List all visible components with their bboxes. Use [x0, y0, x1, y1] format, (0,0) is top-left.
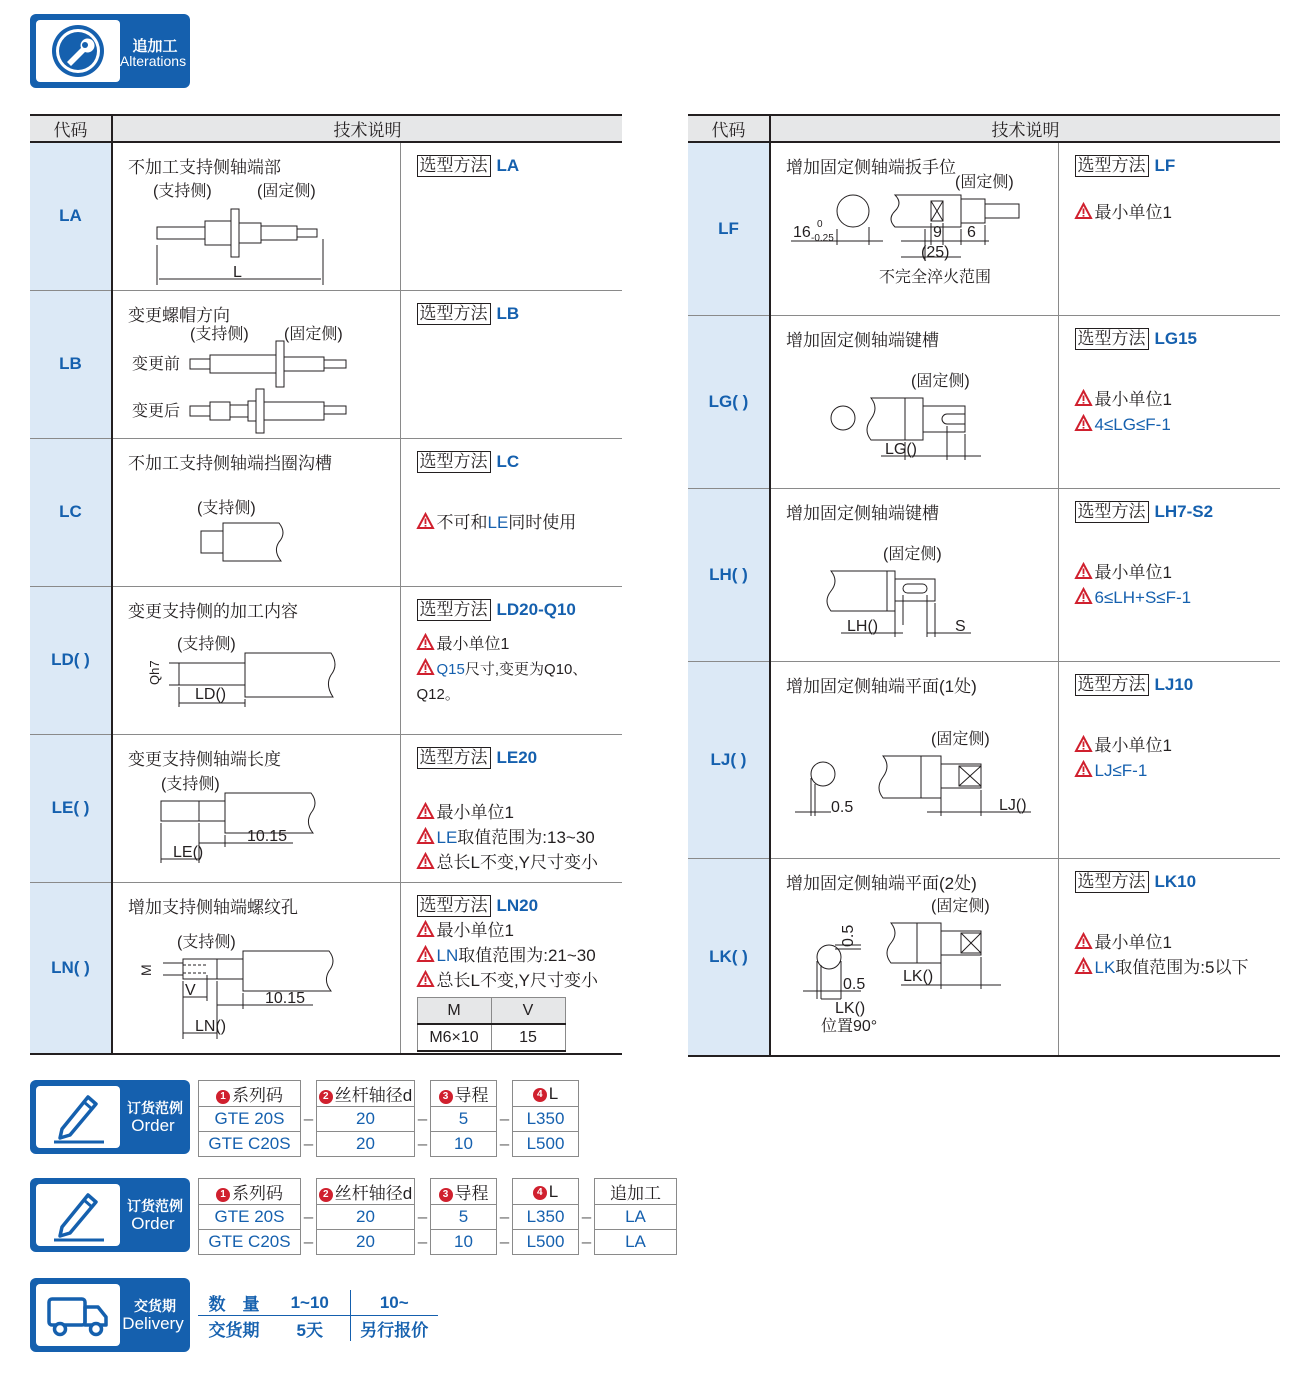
note-line: 6≤LH+S≤F-1: [1075, 585, 1281, 610]
pencil-icon: [36, 1184, 120, 1246]
order-title: 订货范例: [127, 1100, 183, 1116]
desc-cell: [112, 438, 400, 586]
svg-text:10.15: 10.15: [247, 827, 288, 845]
table-row: [688, 488, 1280, 661]
desc-cell: [112, 142, 400, 290]
svg-text:LD(): LD(): [195, 685, 227, 703]
select-cell: 选型方法 LA: [400, 142, 622, 290]
svg-text:(支持侧): (支持侧): [190, 325, 249, 343]
row-title: 增加固定侧轴端平面(1处): [786, 676, 977, 696]
svg-text:S: S: [955, 617, 966, 635]
desc-header: 技术说明: [112, 115, 622, 142]
table-row: [30, 142, 622, 290]
ln-mv-table: M V M6×10 15: [417, 997, 566, 1052]
table-row: GTE C20S – 20 – 10 – L500: [199, 1132, 579, 1157]
note-line: LE取值范围为:13~30: [417, 825, 623, 850]
order-subtitle: Order: [131, 1214, 175, 1233]
row-title: 变更支持侧轴端长度: [128, 749, 281, 769]
ln-diagram: [138, 929, 393, 1049]
order-example-table-alteration: 1 系列码 2 丝杆轴径d 3 导程 4 L 追加工 GTE 20S – 20 – 5 – L350 – LA GTE C20S – 20 – 10 – L500 – LA: [198, 1178, 677, 1255]
svg-text:(固定侧): (固定侧): [257, 183, 316, 200]
select-cell: 选型方法 LG15 最小单位1 4≤LG≤F-1: [1058, 315, 1280, 488]
svg-text:0.5: 0.5: [840, 924, 857, 947]
row-title: 增加固定侧轴端扳手位: [786, 158, 956, 177]
row-title: 变更螺帽方向: [128, 305, 230, 325]
svg-text:(固定侧): (固定侧): [931, 730, 990, 748]
row-title: 增加固定侧轴端键槽: [786, 330, 939, 350]
svg-text:0: 0: [817, 219, 823, 230]
order-badge: [30, 1178, 190, 1252]
svg-text:(固定侧): (固定侧): [911, 372, 970, 390]
svg-text:LH(): LH(): [847, 617, 879, 635]
note-line: 最小单位1: [1075, 387, 1281, 412]
svg-text:Qh7: Qh7: [147, 659, 162, 685]
note-line: LN取值范围为:21~30: [417, 943, 623, 968]
lc-diagram: [193, 493, 333, 573]
svg-text:LJ(): LJ(): [999, 796, 1027, 814]
pencil-icon: [36, 1086, 120, 1148]
desc-cell: [112, 734, 400, 882]
table-row: GTE 20S – 20 – 5 – L350: [199, 1107, 579, 1132]
ld-diagram: [147, 631, 393, 731]
truck-icon: [36, 1284, 120, 1346]
table-row: [688, 661, 1280, 858]
code-cell: LA: [30, 142, 112, 290]
svg-text:LG(): LG(): [885, 440, 917, 458]
desc-cell: [770, 858, 1058, 1056]
row-title: 不加工支持侧轴端挡圈沟槽: [128, 453, 332, 473]
code-cell: LN( ): [30, 882, 112, 1054]
le-diagram: [153, 771, 393, 879]
wrench-icon: [36, 20, 120, 82]
desc-cell: [770, 315, 1058, 488]
lb-diagram: [128, 321, 398, 436]
row-title: 增加支持侧轴端螺纹孔: [128, 897, 298, 917]
note-line: 最小单位1: [1075, 560, 1281, 585]
row-title: 增加固定侧轴端平面(2处): [786, 873, 977, 893]
right-spec-table: [688, 114, 1280, 1057]
note-line: 最小单位1: [1075, 200, 1281, 225]
select-cell: 选型方法 LB: [400, 290, 622, 438]
note-line: 不可和LE同时使用: [417, 510, 623, 535]
row-title: 变更支持侧的加工内容: [128, 601, 298, 621]
select-cell: 选型方法 LH7-S2 最小单位1 6≤LH+S≤F-1: [1058, 488, 1280, 661]
svg-text:(固定侧): (固定侧): [284, 325, 343, 343]
code-cell: LK( ): [688, 858, 770, 1056]
table-row: [30, 882, 622, 1054]
select-cell: 选型方法 LC 不可和LE同时使用: [400, 438, 622, 586]
note-line: LJ≤F-1: [1075, 758, 1281, 783]
delivery-table: 数 量 1~10 10~ 交货期 5天 另行报价: [198, 1290, 438, 1341]
note-line: 总长L不变,Y尺寸变小: [417, 968, 623, 993]
desc-cell: [770, 661, 1058, 858]
note-line: 4≤LG≤F-1: [1075, 412, 1281, 437]
lh-diagram: [811, 541, 1051, 651]
table-row: GTE C20S – 20 – 10 – L500 – LA: [199, 1230, 677, 1255]
svg-text:9: 9: [933, 224, 942, 241]
select-cell: 选型方法 LJ10 最小单位1 LJ≤F-1: [1058, 661, 1280, 858]
svg-text:LK(): LK(): [835, 999, 866, 1017]
order-title: 订货范例: [127, 1198, 183, 1214]
code-header: 代码: [688, 115, 770, 142]
svg-text:(支持侧): (支持侧): [177, 635, 236, 653]
select-cell: 选型方法 LD20-Q10 最小单位1 Q15尺寸,变更为Q10、Q12。: [400, 586, 622, 734]
svg-text:(25): (25): [921, 244, 950, 261]
lk-diagram: [791, 895, 1051, 1055]
select-cell: 选型方法 LK10 最小单位1 LK取值范围为:5以下: [1058, 858, 1280, 1056]
svg-text:-0.25: -0.25: [811, 233, 834, 244]
svg-text:(固定侧): (固定侧): [931, 897, 990, 915]
note-line: 最小单位1: [1075, 930, 1281, 955]
note-line: 总长L不变,Y尺寸变小: [417, 850, 623, 875]
alterations-badge: [30, 14, 190, 88]
row-title: 增加固定侧轴端键槽: [786, 503, 939, 523]
code-cell: LF: [688, 142, 770, 315]
select-cell: 选型方法 LE20 最小单位1 LE取值范围为:13~30 总长L不变,Y尺寸变小: [400, 734, 622, 882]
svg-text:LN(): LN(): [195, 1017, 227, 1035]
desc-cell: [770, 488, 1058, 661]
table-row: [688, 858, 1280, 1056]
note-line: 最小单位1: [417, 800, 623, 825]
svg-text:16: 16: [793, 224, 811, 241]
note-line: 最小单位1: [417, 632, 623, 657]
svg-text:变更后: 变更后: [132, 402, 181, 420]
note-line: LK取值范围为:5以下: [1075, 955, 1281, 980]
svg-text:(支持侧): (支持侧): [197, 499, 256, 517]
svg-text:位置90°: 位置90°: [821, 1017, 878, 1035]
note-line: Q15尺寸,变更为Q10、Q12。: [416, 660, 588, 703]
select-cell: 选型方法 LF 最小单位1: [1058, 142, 1280, 315]
svg-text:LE(): LE(): [173, 843, 204, 861]
la-diagram: [153, 179, 393, 289]
svg-text:6: 6: [967, 224, 976, 241]
svg-text:(固定侧): (固定侧): [955, 174, 1014, 191]
desc-cell: [112, 290, 400, 438]
left-spec-table: [30, 114, 622, 1055]
svg-text:0.5: 0.5: [843, 975, 866, 993]
code-cell: LD( ): [30, 586, 112, 734]
table-row: [30, 438, 622, 586]
order-example-table: 1 系列码 2 丝杆轴径d 3 导程 4 L GTE 20S – 20 – 5 – L350 GTE C20S – 20 – 10 – L500: [198, 1080, 579, 1157]
order-badge: [30, 1080, 190, 1154]
table-row: [688, 315, 1280, 488]
lj-diagram: [791, 726, 1051, 826]
svg-text:变更前: 变更前: [132, 355, 181, 373]
delivery-subtitle: Delivery: [122, 1314, 184, 1333]
lf-diagram: [791, 171, 1051, 311]
delivery-badge: [30, 1278, 190, 1352]
lg-diagram: [811, 368, 1051, 478]
table-row: GTE 20S – 20 – 5 – L350 – LA: [199, 1205, 677, 1230]
delivery-title: 交货期: [134, 1298, 176, 1314]
svg-text:V: V: [185, 981, 196, 999]
table-row: [30, 734, 622, 882]
code-cell: LG( ): [688, 315, 770, 488]
desc-header: 技术说明: [770, 115, 1280, 142]
alterations-subtitle: Alterations: [119, 53, 187, 69]
row-title: 不加工支持侧轴端部: [128, 158, 281, 177]
alterations-title: 追加工: [132, 38, 178, 55]
svg-text:10.15: 10.15: [265, 989, 306, 1007]
table-row: [30, 290, 622, 438]
svg-text:(支持侧): (支持侧): [177, 933, 236, 951]
code-header: 代码: [30, 115, 112, 142]
code-cell: LE( ): [30, 734, 112, 882]
svg-text:(支持侧): (支持侧): [153, 183, 212, 200]
svg-text:(固定侧): (固定侧): [883, 545, 942, 563]
code-cell: LB: [30, 290, 112, 438]
select-cell: 选型方法 LN20 最小单位1 LN取值范围为:21~30 总长L不变,Y尺寸变小 M V M6×10 15: [400, 882, 622, 1054]
desc-cell: [112, 586, 400, 734]
svg-text:L: L: [233, 264, 242, 281]
desc-cell: [112, 882, 400, 1054]
code-cell: LH( ): [688, 488, 770, 661]
svg-text:M: M: [138, 963, 154, 976]
note-line: 最小单位1: [417, 918, 623, 943]
svg-text:LK(): LK(): [903, 967, 934, 985]
desc-cell: [770, 142, 1058, 315]
svg-text:(支持侧): (支持侧): [161, 775, 220, 793]
code-cell: LC: [30, 438, 112, 586]
table-row: [30, 586, 622, 734]
svg-text:不完全淬火范围: 不完全淬火范围: [879, 269, 992, 286]
order-subtitle: Order: [131, 1116, 175, 1135]
svg-text:0.5: 0.5: [831, 798, 854, 816]
table-row: [688, 142, 1280, 315]
note-line: 最小单位1: [1075, 733, 1281, 758]
code-cell: LJ( ): [688, 661, 770, 858]
